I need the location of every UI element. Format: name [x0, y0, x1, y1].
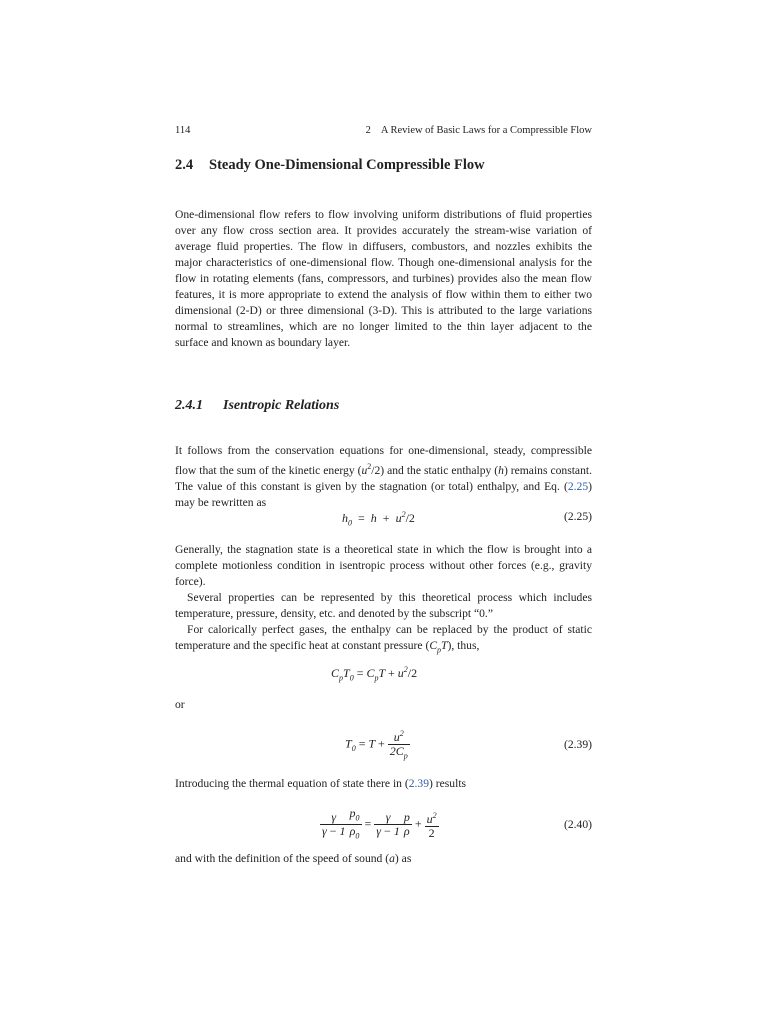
paragraph-stagnation: Generally, the stagnation state is a theoretical state in which the flow is brought into a complete motionless condition in isentropic process without other forces (e.g., gravity force). — [175, 543, 592, 588]
equation-cpt0 — [175, 665, 592, 685]
equation-body: $\frac{\gamma}{\gamma - 1}$ $\frac{p_0}{\rho_0}$ = $\frac{\gamma}{\gamma - 1}$ $\frac{p}{\rho}$ + $\frac{u^2}{2}$ — [322, 806, 437, 841]
chapter-number: 2 — [365, 125, 371, 136]
chapter-title: A Review of Basic Laws for a Compressible Flow — [380, 125, 592, 136]
book-page — [175, 0, 592, 1024]
section-title: Steady One-Dimensional Compressible Flow — [209, 157, 485, 173]
paragraph-thermal: Introducing the thermal equation of state there in (2.39) results — [175, 777, 467, 790]
or-text: or — [175, 698, 185, 711]
equation-body: $C_pT_0 = C_pT + u^2/2$ — [331, 665, 418, 683]
subsection-number: 2.4.1 — [175, 398, 203, 413]
section-number: 2.4 — [175, 157, 194, 173]
paragraph-properties: Several properties can be represented by this theoretical process which includes temperature, pressure, density, etc. and denoted by the subscript “0.” — [175, 591, 592, 620]
equation-2-25 — [175, 510, 592, 530]
equation-2-40 — [175, 805, 592, 845]
equation-label: (2.40) — [563, 818, 592, 831]
section-heading — [175, 157, 485, 174]
paragraph-intro: One-dimensional flow refers to flow involving uniform distributions of fluid properties over any flow cross section area. It provides accurately the stream-wise variation of average fluid properties. The flow in diffusers, combustors, and nozzles exhibits the major characteristics of one-dimensional flow. Though one-dimensional analysis for the flow in rotating elements (fans, compressors, and turbines) provides also the mean flow features, it is more appropriate to extend the analysis of flow within them to either two dimensional (2-D) or three dimensional (3-D). This is attributed to the large variations normal to streamlines, which are no longer limited to the thin layer adjacent to the surface and known as boundary layer. — [175, 208, 592, 349]
equation-body: $T_0 = T$ + $\frac{u^2}{2C_p}$ — [345, 729, 408, 761]
running-head — [175, 125, 592, 136]
paragraph-speed-of-sound: and with the definition of the speed of sound (a) as — [175, 852, 412, 865]
paragraph-perfect-gas: For calorically perfect gases, the enthalpy can be replaced by the product of static temperature and the specific heat at constant pressure $(C_pT)$, thus, — [175, 623, 592, 655]
chapter-heading — [366, 125, 592, 136]
subsection-title: Isentropic Relations — [223, 398, 340, 413]
subsection-heading — [175, 398, 339, 414]
equation-body: $h_0 = h + u^2/2$ — [342, 510, 415, 528]
paragraph-isentropic: It follows from the conservation equations for one-dimensional, steady, compressible flow that the sum of the kinetic energy $(u^2/2)$ and the static enthalpy (h) remains constant. The value of this constant is given by the stagnation (or total) enthalpy, and Eq. (2.25) may be rewritten as — [175, 444, 592, 509]
equation-link[interactable]: 2.25 — [567, 479, 589, 493]
equation-link[interactable]: 2.39 — [408, 777, 430, 790]
page-number: 114 — [175, 125, 191, 136]
equation-2-39 — [175, 725, 592, 765]
equation-label: (2.39) — [563, 738, 592, 751]
equation-label: (2.25) — [563, 510, 592, 523]
